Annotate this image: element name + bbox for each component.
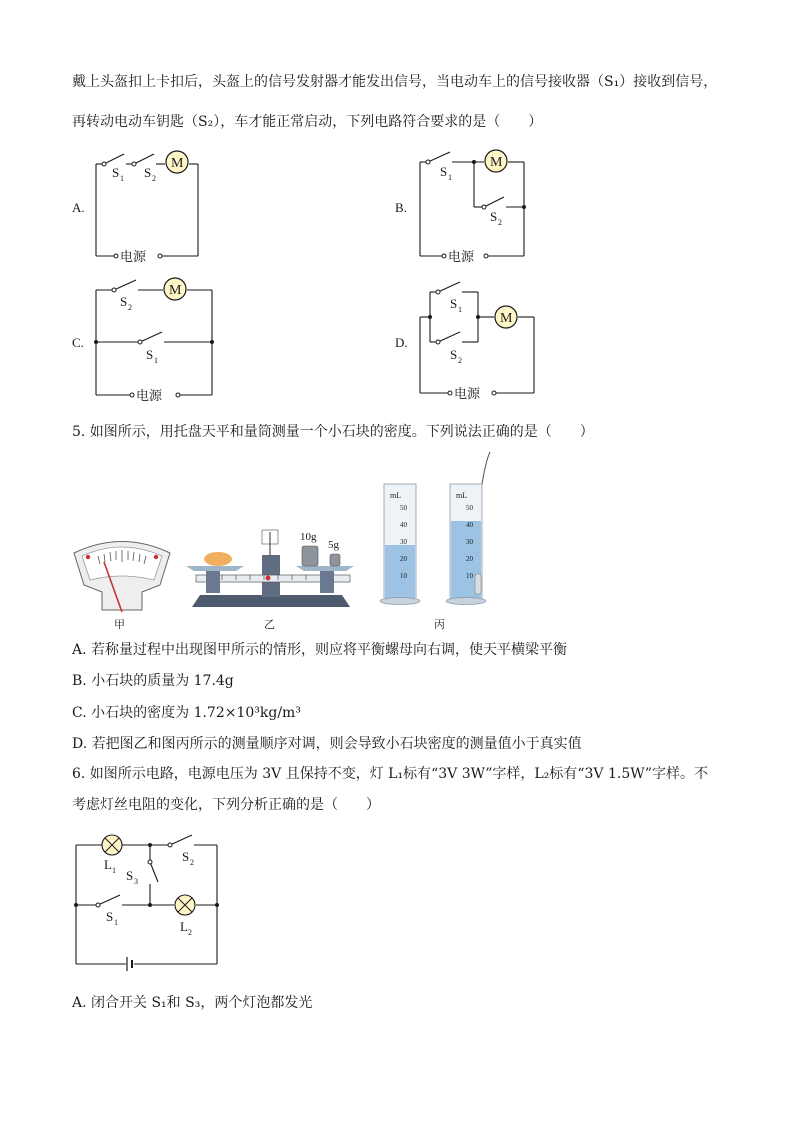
- circuit-b-power-label: 电源: [448, 249, 475, 264]
- svg-text:40: 40: [466, 521, 473, 529]
- svg-text:S: S: [450, 296, 458, 311]
- q6-stem-line1: 6. 如图所示电路，电源电压为 3V 且保持不变，灯 L₁标有“3V 3W”字样，L₂标有“3V 1.5W”字样。不: [72, 766, 709, 782]
- svg-text:1: 1: [154, 356, 158, 365]
- circuit-a-s1-label: S: [112, 165, 120, 180]
- svg-text:20: 20: [466, 555, 473, 563]
- q4-option-d-label: D.: [395, 335, 408, 350]
- svg-text:mL: mL: [390, 491, 402, 500]
- svg-text:2: 2: [190, 858, 194, 867]
- fig-yi-label: 乙: [264, 619, 275, 631]
- svg-text:L: L: [180, 919, 188, 934]
- lamp-l1-icon: [102, 835, 122, 855]
- svg-text:1: 1: [458, 305, 462, 314]
- q4-option-c-label: C.: [72, 335, 84, 350]
- lamp-l2-icon: [175, 895, 195, 915]
- svg-text:10: 10: [466, 572, 473, 580]
- svg-text:S: S: [182, 849, 190, 864]
- svg-text:M: M: [500, 311, 513, 326]
- circuit-d-power-label: 电源: [454, 386, 481, 401]
- svg-text:3: 3: [134, 877, 138, 886]
- svg-text:L: L: [104, 857, 112, 872]
- svg-text:M: M: [169, 283, 182, 298]
- svg-text:40: 40: [400, 521, 407, 529]
- circuit-c-power-label: 电源: [136, 388, 163, 403]
- weight-10g-label: 10g: [300, 531, 317, 543]
- q4-stem-line1: 戴上头盔扣上卡扣后，头盔上的信号发射器才能发出信号，当电动车上的信号接收器（S₁）接收到信号，: [72, 74, 718, 90]
- svg-text:mL: mL: [456, 491, 468, 500]
- circuit-a-power-label: 电源: [120, 249, 147, 264]
- svg-text:30: 30: [466, 538, 473, 546]
- svg-text:S: S: [120, 294, 128, 309]
- svg-text:1: 1: [448, 173, 452, 182]
- fig-bing-label: 丙: [434, 619, 445, 631]
- q5-option-d: D. 若把图乙和图丙所示的测量顺序对调，则会导致小石块密度的测量值小于真实值: [72, 736, 582, 752]
- svg-text:1: 1: [112, 866, 116, 875]
- svg-text:2: 2: [188, 928, 192, 937]
- q5-option-a: A. 若称量过程中出现图甲所示的情形，则应将平衡螺母向右调，使天平横梁平衡: [72, 642, 568, 658]
- circuit-a-motor-label: M: [171, 156, 184, 171]
- svg-text:S: S: [106, 909, 114, 924]
- svg-text:S: S: [126, 868, 134, 883]
- svg-text:20: 20: [400, 555, 407, 563]
- circuit-a-s2-label: S: [144, 165, 152, 180]
- q4-stem-line2: 再转动电动车钥匙（S₂），车才能正常启动，下列电路符合要求的是（ ）: [72, 114, 543, 130]
- weight-5g-label: 5g: [328, 539, 339, 551]
- circuit-a-s2-sub: 2: [152, 174, 156, 183]
- svg-text:50: 50: [400, 504, 407, 512]
- q4-option-a-label: A.: [72, 200, 85, 215]
- svg-text:2: 2: [458, 356, 462, 365]
- svg-text:S: S: [450, 347, 458, 362]
- q6-option-a: A. 闭合开关 S₁和 S₃，两个灯泡都发光: [72, 995, 313, 1011]
- q5-option-b: B. 小石块的质量为 17.4g: [72, 673, 234, 689]
- svg-text:1: 1: [114, 918, 118, 927]
- circuit-a-s1-sub: 1: [120, 174, 124, 183]
- svg-text:S: S: [490, 209, 498, 224]
- svg-text:10: 10: [400, 572, 407, 580]
- fig-jia-label: 甲: [114, 619, 125, 631]
- svg-text:S: S: [440, 164, 448, 179]
- svg-text:2: 2: [498, 218, 502, 227]
- circuit-b-motor-label: M: [490, 155, 503, 170]
- q5-option-c: C. 小石块的密度为 1.72×10³kg/m³: [72, 705, 301, 721]
- q6-stem-line2: 考虑灯丝电阻的变化，下列分析正确的是（ ）: [72, 797, 380, 813]
- svg-text:30: 30: [400, 538, 407, 546]
- q4-option-b-label: B.: [395, 200, 407, 215]
- svg-text:50: 50: [466, 504, 473, 512]
- svg-text:2: 2: [128, 303, 132, 312]
- svg-text:S: S: [146, 347, 154, 362]
- q5-stem: 5. 如图所示，用托盘天平和量筒测量一个小石块的密度。下列说法正确的是（ ）: [72, 424, 594, 440]
